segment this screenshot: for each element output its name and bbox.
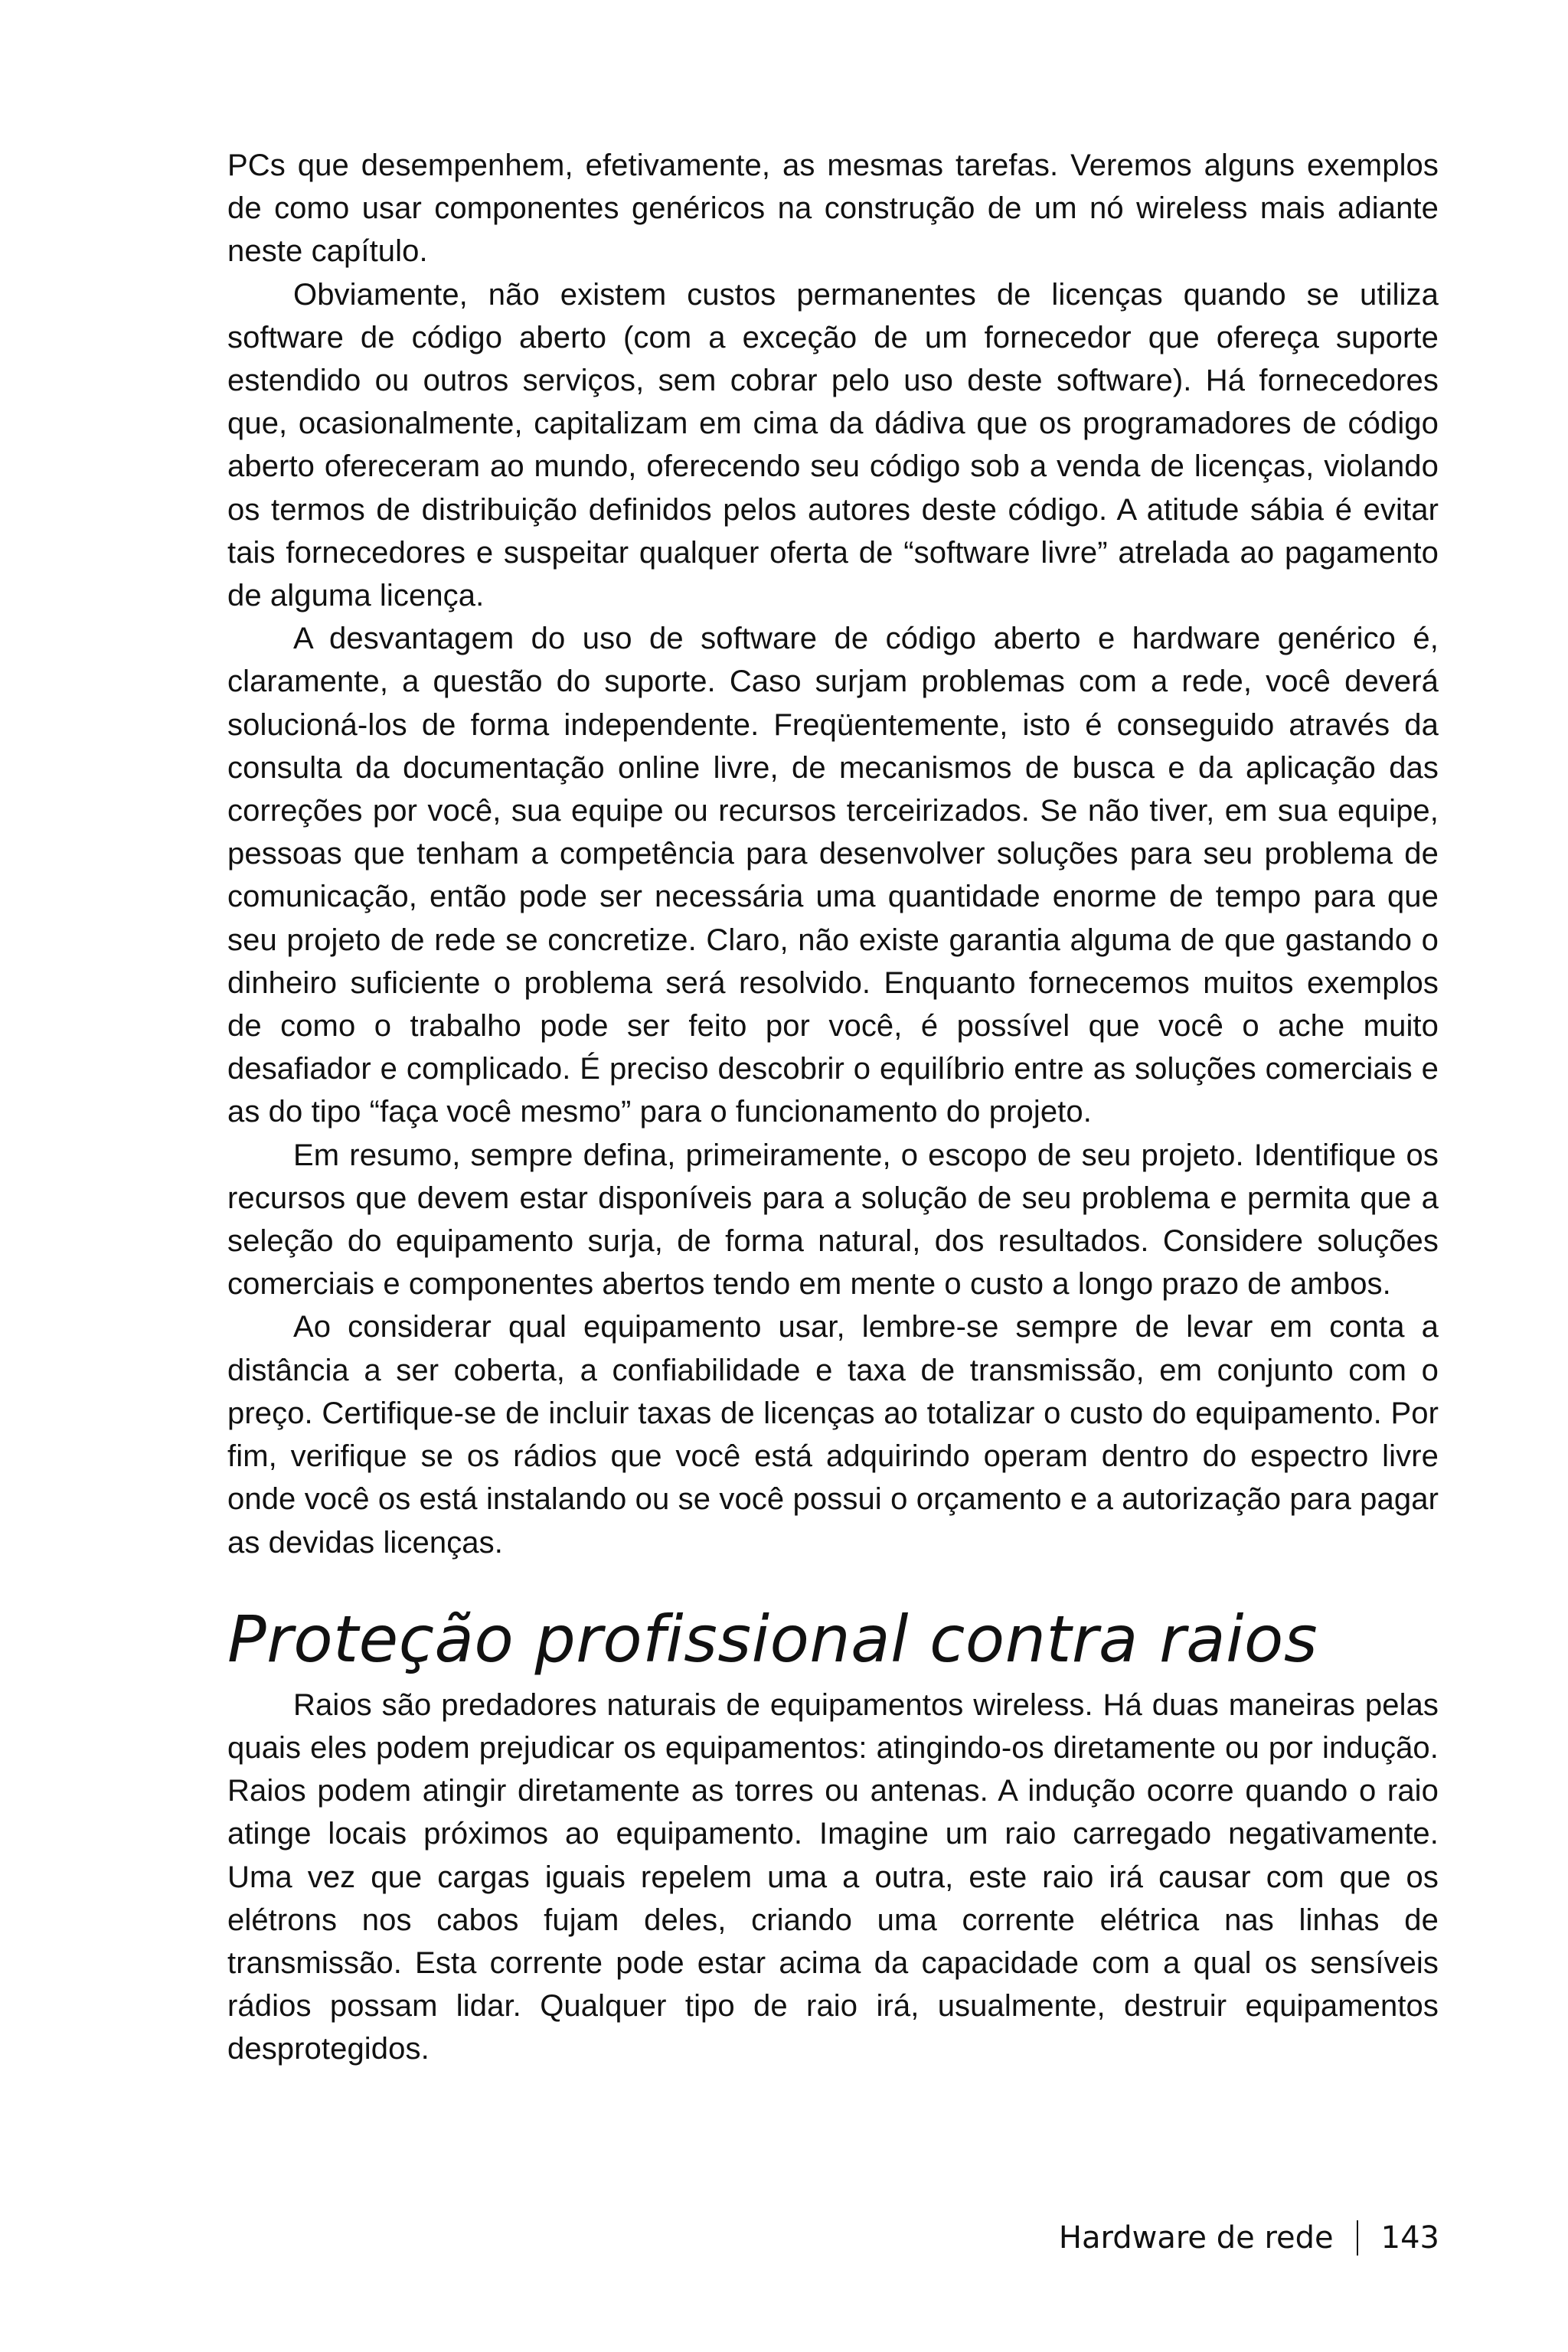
section-heading: Proteção profissional contra raios	[227, 1601, 1318, 1677]
page-footer	[1059, 2219, 1439, 2257]
running-footer-chapter-title: Hardware de rede	[1058, 2220, 1334, 2256]
body-paragraph: Obviamente, não existem custos permanentes de licenças quando se utiliza software de código aberto (com a exceção de um fornecedor que ofereça suporte estendido ou outros serviços, sem cobrar pelo uso deste software). Há fornecedores que, ocasionalmente, capitalizam em cima da dádiva que os programadores de código aberto ofereceram ao mundo, oferecendo seu código sob a venda de licenças, violando os termos de distribuição definidos pelos autores deste código. A atitude sábia é evitar tais fornecedores e suspeitar qualquer oferta de “software livre” atrelada ao pagamento de alguma licença.	[227, 277, 1439, 613]
page-content	[227, 144, 1439, 2071]
body-paragraph: A desvantagem do uso de software de código aberto e hardware genérico é, claramente, a questão do suporte. Caso surjam problemas com a rede, você deverá solucioná-los de forma independente. Freqüentemente, isto é conseguido através da consulta da documentação online livre, de mecanismos de busca e da aplicação das correções por você, sua equipe ou recursos terceirizados. Se não tiver, em sua equipe, pessoas que tenham a competência para desenvolver soluções para seu problema de comunicação, então pode ser necessária uma quantidade enorme de tempo para que seu projeto de rede se concretize. Claro, não existe garantia alguma de que gastando o dinheiro suficiente o problema será resolvido. Enquanto fornecemos muitos exemplos de como o trabalho pode ser feito por você, é possível que você o ache muito desafiador e complicado. É preciso descobrir o equilíbrio entre as soluções comerciais e as do tipo “faça você mesmo” para o funcionamento do projeto.	[227, 622, 1439, 1129]
footer-divider	[1357, 2220, 1358, 2256]
page-number: 143	[1380, 2220, 1439, 2256]
body-paragraph: PCs que desempenhem, efetivamente, as mesmas tarefas. Veremos alguns exemplos de como usar componentes genéricos na construção de um nó wireless mais adiante neste capítulo.	[227, 149, 1439, 269]
body-paragraph: Em resumo, sempre defina, primeiramente, o escopo de seu projeto. Identifique os recursos que devem estar disponíveis para a solução de seu problema e permita que a seleção do equipamento surja, de forma natural, dos resultados. Considere soluções comerciais e componentes abertos tendo em mente o custo a longo prazo de ambos.	[227, 1138, 1439, 1302]
body-paragraph: Ao considerar qual equipamento usar, lembre-se sempre de levar em conta a distância a ser coberta, a confiabilidade e taxa de transmissão, em conjunto com o preço. Certifique-se de incluir taxas de licenças ao totalizar o custo do equipamento. Por fim, verifique se os rádios que você está adquirindo operam dentro do espectro livre onde você os está instalando ou se você possui o orçamento e a autorização para pagar as devidas licenças.	[227, 1310, 1439, 1560]
section-paragraph: Raios são predadores naturais de equipamentos wireless. Há duas maneiras pelas quais eles podem prejudicar os equipamentos: atingindo-os diretamente ou por indução. Raios podem atingir diretamente as torres ou antenas. A indução ocorre quando o raio atinge locais próximos ao equipamento. Imagine um raio carregado negativamente. Uma vez que cargas iguais repelem uma a outra, este raio irá causar com que os elétrons nos cabos fujam deles, criando uma corrente elétrica nas linhas de transmissão. Esta corrente pode estar acima da capacidade com a qual os sensíveis rádios possam lidar. Qualquer tipo de raio irá, usualmente, destruir equipamentos desprotegidos.	[227, 1687, 1439, 2066]
